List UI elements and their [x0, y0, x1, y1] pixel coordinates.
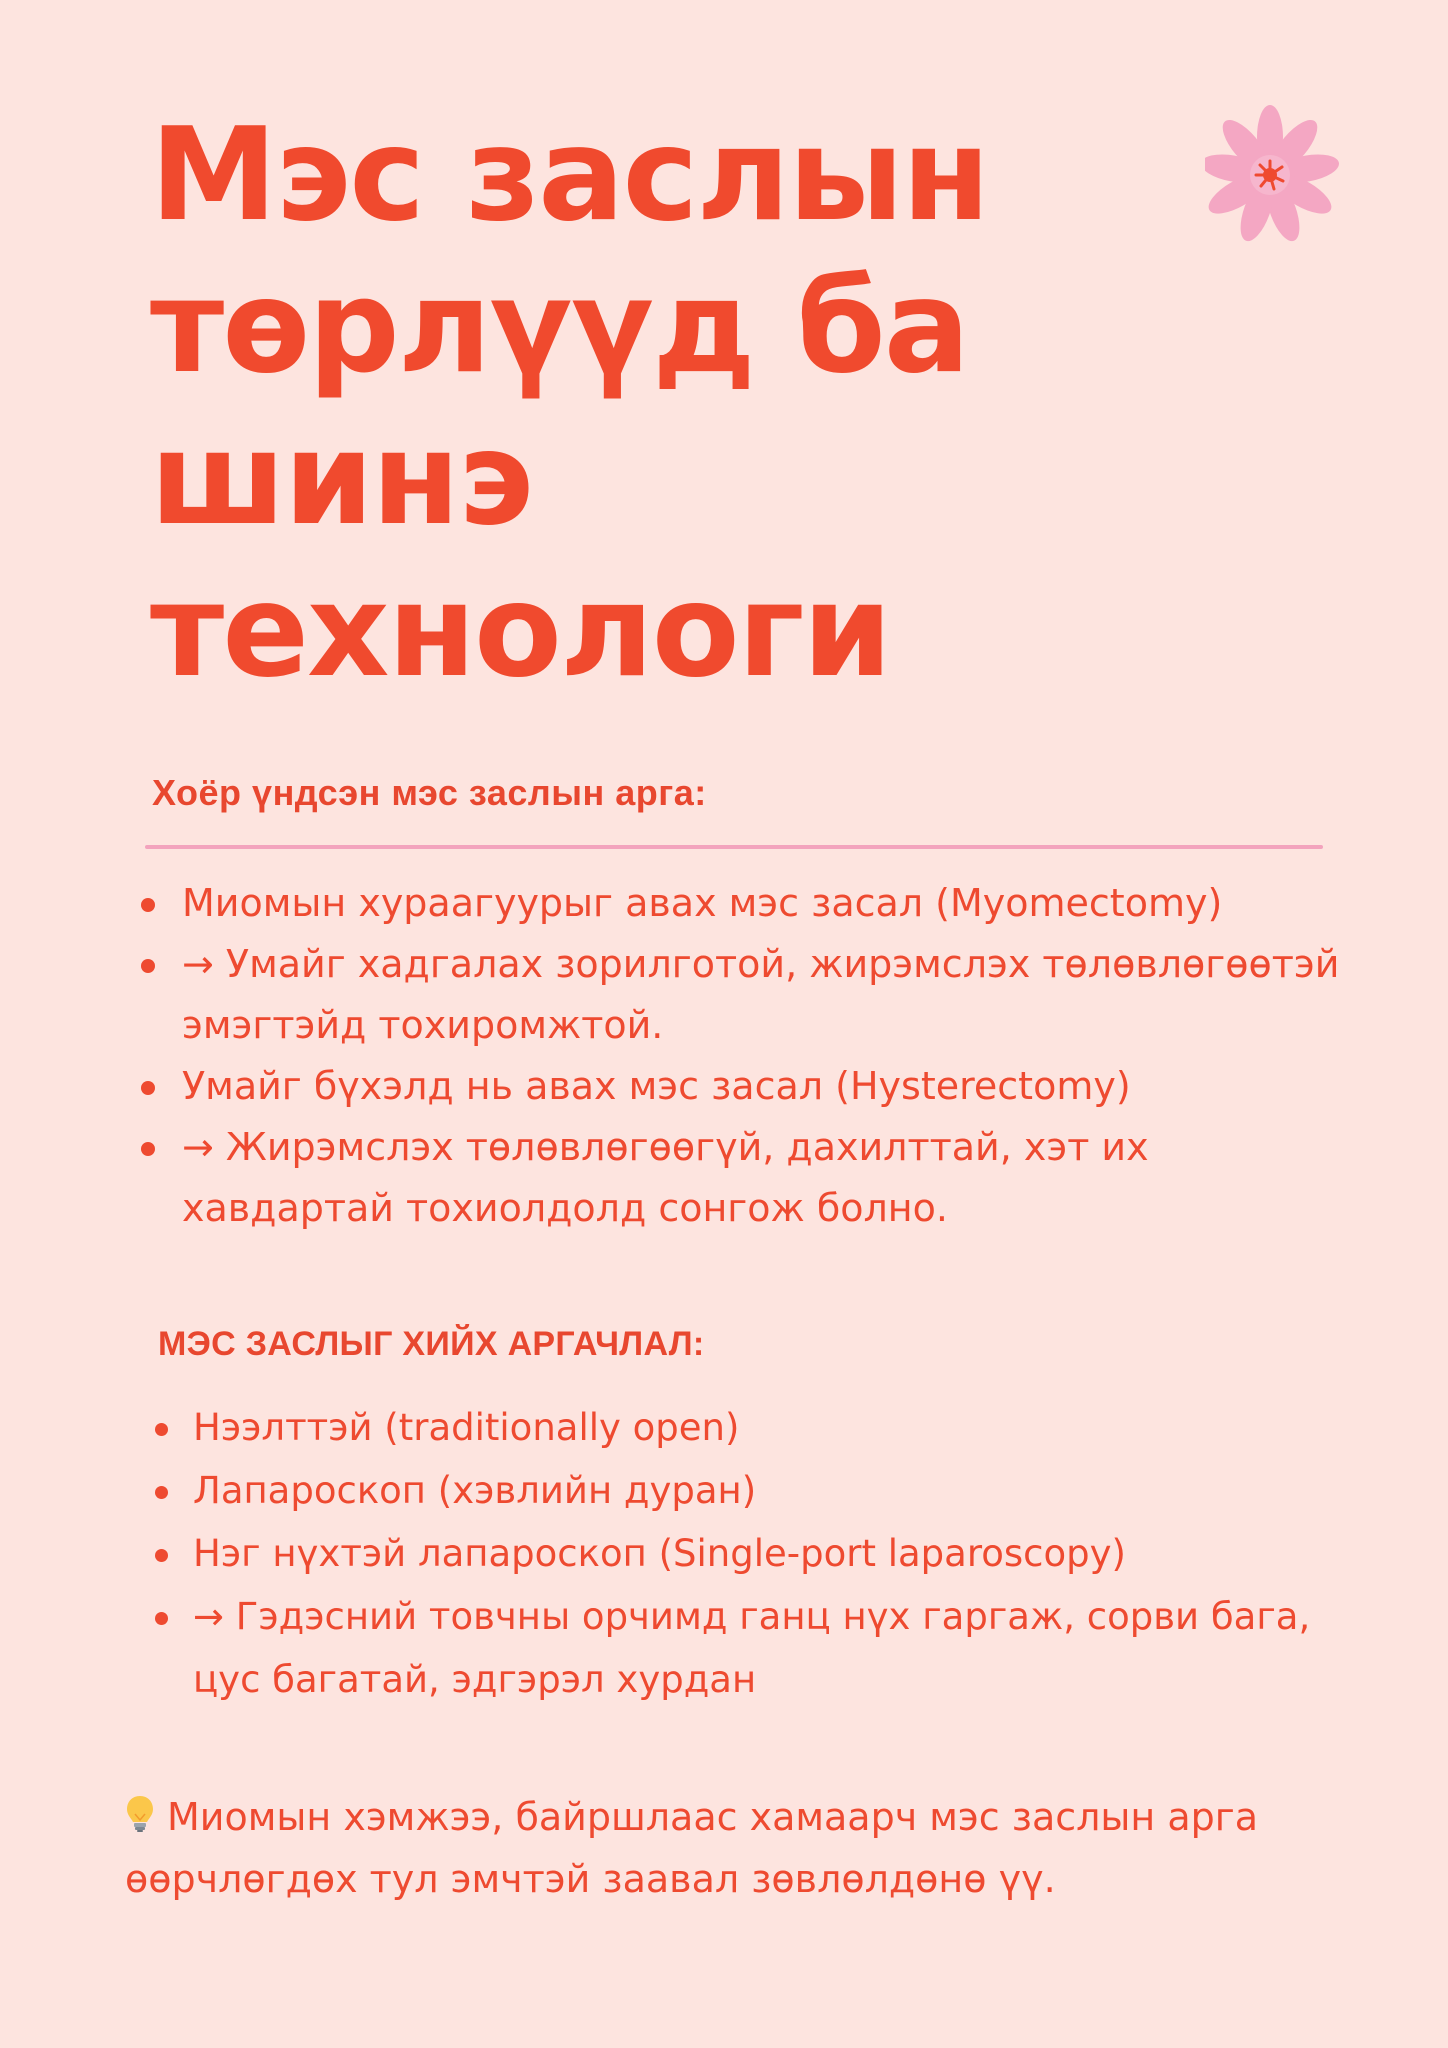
list-item: [193, 1522, 1323, 1585]
title-line: төрлүүд ба: [150, 253, 969, 402]
list-item: [193, 1396, 1323, 1459]
list-item: [182, 1117, 1342, 1239]
bullet-icon: [141, 898, 155, 912]
flower-icon: [1205, 105, 1340, 245]
page-title: [150, 100, 1150, 708]
list-item-text: → Умайг хадгалах зорилготой, жирэмслэх төлөвлөгөөтэй эмэгтэйд тохиромжтой.: [182, 942, 1340, 1047]
divider: [145, 845, 1323, 849]
bullet-icon: [141, 1081, 155, 1095]
bullet-icon: [155, 1549, 168, 1562]
tip-text: Миомын хэмжээ, байршлаас хамаарч мэс заслын арга өөрчлөгдөх тул эмчтэй заавал зөвлөлдөнө үү.: [125, 1795, 1258, 1901]
bullet-icon: [155, 1486, 168, 1499]
bullet-icon: [155, 1612, 168, 1625]
list-item-text: Миомын хураагуурыг авах мэс засал (Myomectomy): [182, 881, 1223, 925]
list-item-text: Лапароскоп (хэвлийн дуран): [193, 1469, 757, 1512]
list-item: [193, 1585, 1323, 1711]
list-item: [182, 873, 1342, 934]
section-heading-techniques: МЭС ЗАСЛЫГ ХИЙХ АРГАЧЛАЛ:: [158, 1325, 705, 1363]
title-line: технологи: [150, 557, 891, 706]
list-item-text: → Жирэмслэх төлөвлөгөөгүй, дахилттай, хэт их хавдартай тохиолдолд сонгож болно.: [182, 1125, 1149, 1230]
lightbulb-icon: [125, 1794, 155, 1834]
list-item: [182, 1056, 1342, 1117]
section-heading-methods: Хоёр үндсэн мэс заслын арга:: [152, 772, 707, 813]
surgery-types-list: [182, 873, 1342, 1239]
title-line: шинэ: [150, 405, 532, 554]
list-item-text: → Гэдэсний товчны орчимд ганц нүх гаргаж, сорви бага, цус багатай, эдгэрэл хурдан: [193, 1595, 1311, 1701]
list-item: [193, 1459, 1323, 1522]
title-line: Мэс заслын: [150, 101, 989, 250]
list-item-text: Нэг нүхтэй лапароскоп (Single-port laparoscopy): [193, 1532, 1126, 1575]
bullet-icon: [141, 959, 155, 973]
list-item: [182, 934, 1342, 1056]
surgery-techniques-list: [193, 1396, 1323, 1711]
bullet-icon: [155, 1423, 168, 1436]
list-item-text: Умайг бүхэлд нь авах мэс засал (Hysterectomy): [182, 1064, 1131, 1108]
list-item-text: Нээлттэй (traditionally open): [193, 1406, 740, 1449]
bullet-icon: [141, 1142, 155, 1156]
tip-note: [125, 1786, 1355, 1910]
